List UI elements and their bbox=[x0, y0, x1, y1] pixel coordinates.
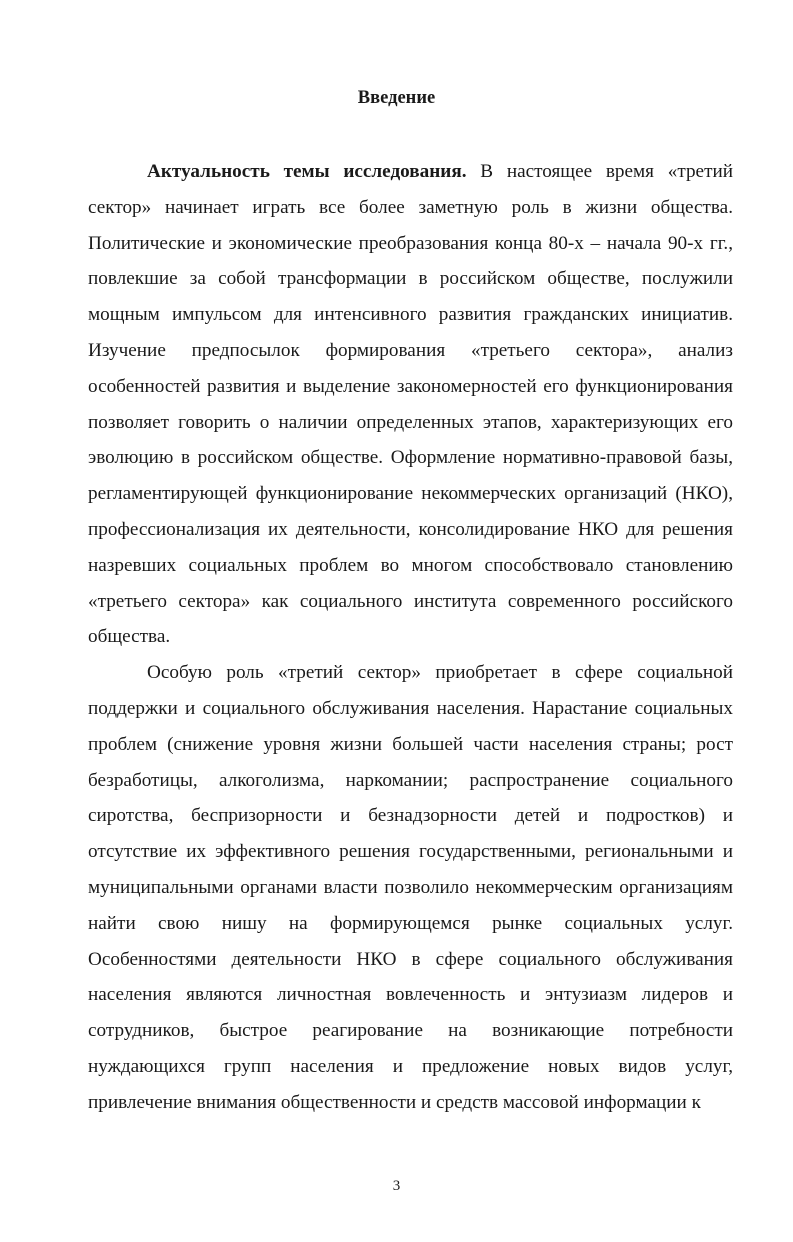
section-heading: Введение bbox=[357, 88, 436, 108]
paragraph-social-role bbox=[88, 655, 733, 1120]
paragraph-text: Особую роль «третий сектор» приобретает в сфере социальной поддержки и социального обслуживания населения. Нарастание социальных проблем (снижение уровня жизни большей части населения страны; рост безработицы, алкоголизма, наркомании; распространение социального сиротства, беспризорности и безнадзорности детей и подростков) и отсутствие их эффективного решения государственными, региональными и муниципальными органами власти позволило некоммерческим организациям найти свою нишу на формирующемся рынке социальных услуг. Особенностями деятельности НКО в сфере социального обслуживания населения являются личностная вовлеченность и энтузиазм лидеров и сотрудников, быстрое реагирование на возникающие потребности нуждающихся групп населения и предложение новых видов услуг, привлечение внимания общественности и средств массовой информации к bbox=[88, 662, 733, 1113]
page-number: 3 bbox=[392, 1178, 401, 1194]
body-text bbox=[88, 154, 733, 1121]
paragraph-text: В настоящее время «третий сектор» начинает играть все более заметную роль в жизни общества. Политические и экономические преобразования конца 80-х – начала 90-х гг., повлекшие за собой трансформации в российском обществе, послужили мощным импульсом для интенсивного развития гражданских инициатив. Изучение предпосылок формирования «третьего сектора», анализ особенностей развития и выделение закономерностей его функционирования позволяет говорить о наличии определенных этапов, характеризующих его эволюцию в российском обществе. Оформление нормативно-правовой базы, регламентирующей функционирование некоммерческих организаций (НКО), профессионализация их деятельности, консолидирование НКО для решения назревших социальных проблем во многом способствовало становлению «третьего сектора» как социального института современного российского общества. bbox=[88, 161, 733, 648]
paragraph-lead: Актуальность темы исследования. bbox=[147, 161, 467, 182]
paragraph-relevance bbox=[88, 154, 733, 655]
